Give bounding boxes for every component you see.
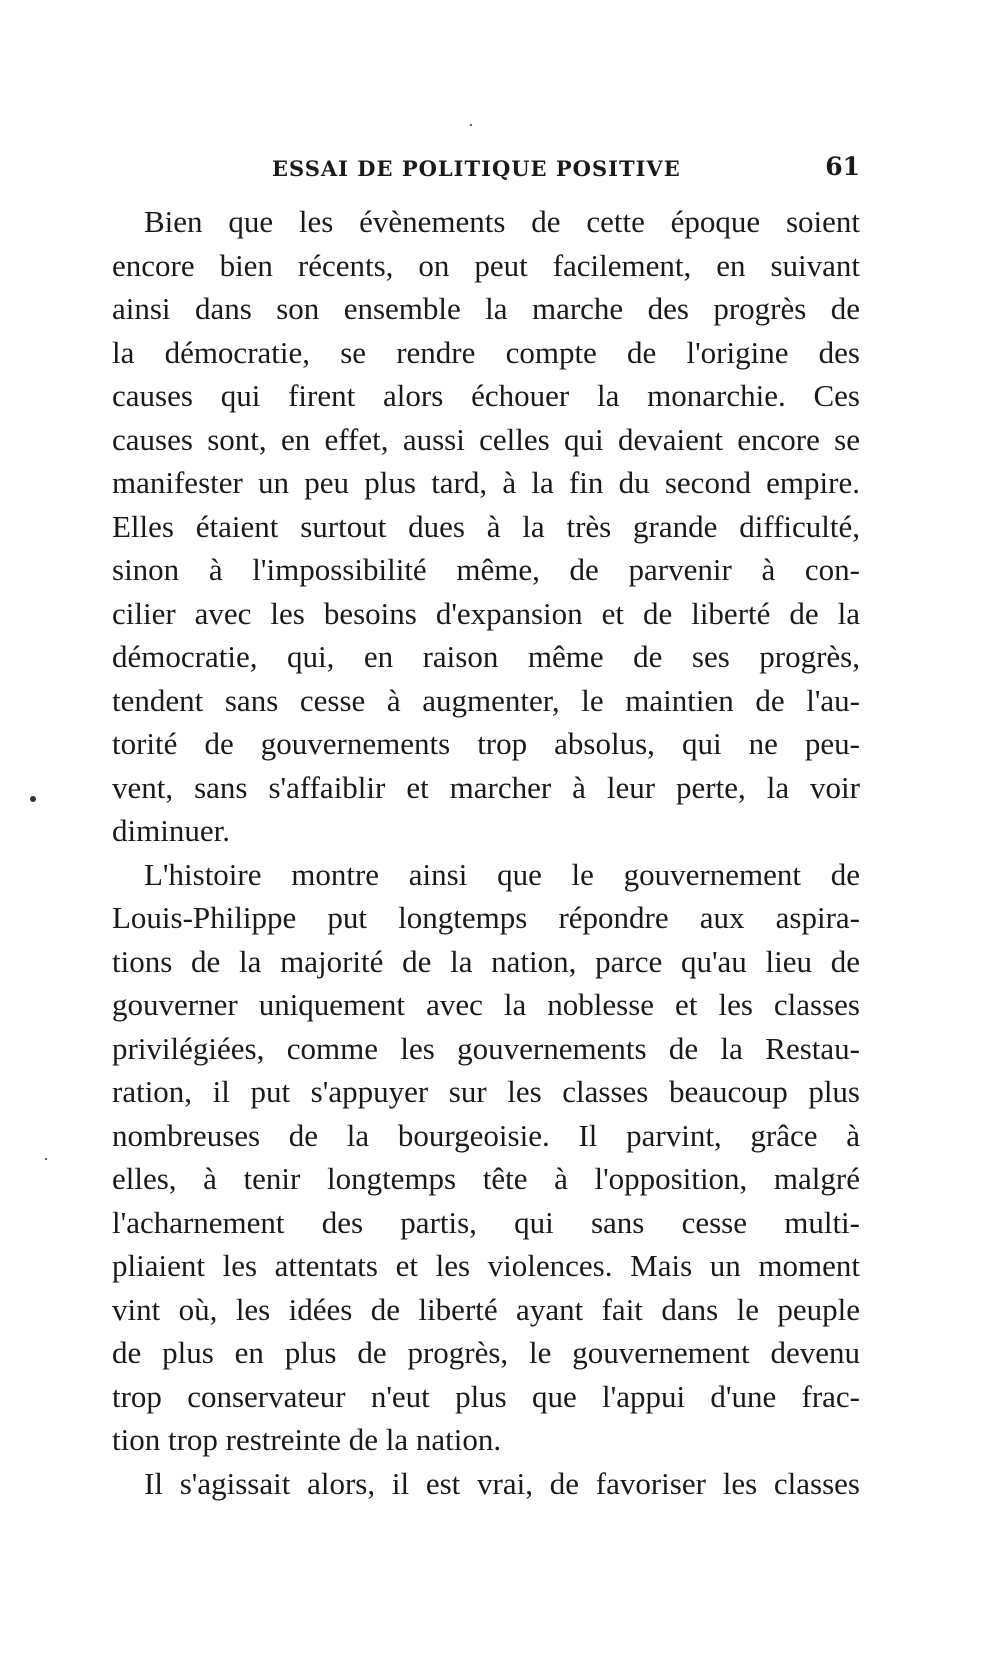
text-line: vent, sans s'affaiblir et marcher à leur perte, la voir [112,769,860,805]
text-line: diminuer. [112,813,230,848]
paragraph-3 [112,1462,860,1506]
text-line: manifester un peu plus tard, à la fin du second empire. [112,465,860,500]
page-header [112,150,860,190]
text-line: trop conservateur n'eut plus que l'appui d'une frac- [112,1378,860,1414]
text-line: tendent sans cesse à augmenter, le maintien de l'au- [112,682,860,718]
text-line: gouverner uniquement avec la noblesse et les classes [112,987,860,1022]
text-line: Il s'agissait alors, il est vrai, de favoriser les classes [144,1465,860,1501]
paragraph-1 [112,200,860,853]
text-line: de plus en plus de progrès, le gouvernement devenu [112,1335,860,1370]
text-line: privilégiées, comme les gouvernements de la Restau- [112,1030,860,1066]
text-line: causes qui firent alors échouer la monarchie. Ces [112,378,860,413]
text-line: encore bien récents, on peut facilement, en suivant [112,247,860,283]
text-line: la démocratie, se rendre compte de l'origine des [112,334,860,370]
text-line: l'acharnement des partis, qui sans cesse multi- [112,1204,860,1240]
text-line: tion trop restreinte de la nation. [112,1422,502,1457]
body-text [112,200,860,1505]
text-line: Bien que les évènements de cette époque soient [144,204,860,239]
text-line: ration, il put s'appuyer sur les classes beaucoup plus [112,1074,860,1109]
text-line: ainsi dans son ensemble la marche des progrès de [112,291,860,326]
scan-speck [470,124,472,126]
text-line: vint où, les idées de liberté ayant fait dans le peuple [112,1291,860,1327]
scan-speck [45,1158,47,1160]
text-line: elles, à tenir longtemps tête à l'opposition, malgré [112,1161,860,1196]
text-line: démocratie, qui, en raison même de ses progrès, [112,639,860,674]
paragraph-2 [112,853,860,1462]
running-title: ESSAI DE POLITIQUE POSITIVE [272,156,681,181]
text-line: L'histoire montre ainsi que le gouvernement de [144,856,860,892]
text-line: torité de gouvernements trop absolus, qui ne peu- [112,726,860,761]
scan-speck [30,796,36,802]
text-line: cilier avec les besoins d'expansion et de liberté de la [112,595,860,631]
text-line: Louis-Philippe put longtemps répondre aux aspira- [112,900,860,935]
text-line: sinon à l'impossibilité même, de parvenir à con- [112,552,860,587]
text-line: causes sont, en effet, aussi celles qui devaient encore se [112,421,860,457]
text-line: Elles étaient surtout dues à la très grande difficulté, [112,508,860,544]
text-line: pliaient les attentats et les violences. Mais un moment [112,1248,860,1283]
page-number: 61 [825,152,860,181]
text-line: nombreuses de la bourgeoisie. Il parvint, grâce à [112,1117,860,1153]
text-line: tions de la majorité de la nation, parce qu'au lieu de [112,943,860,979]
